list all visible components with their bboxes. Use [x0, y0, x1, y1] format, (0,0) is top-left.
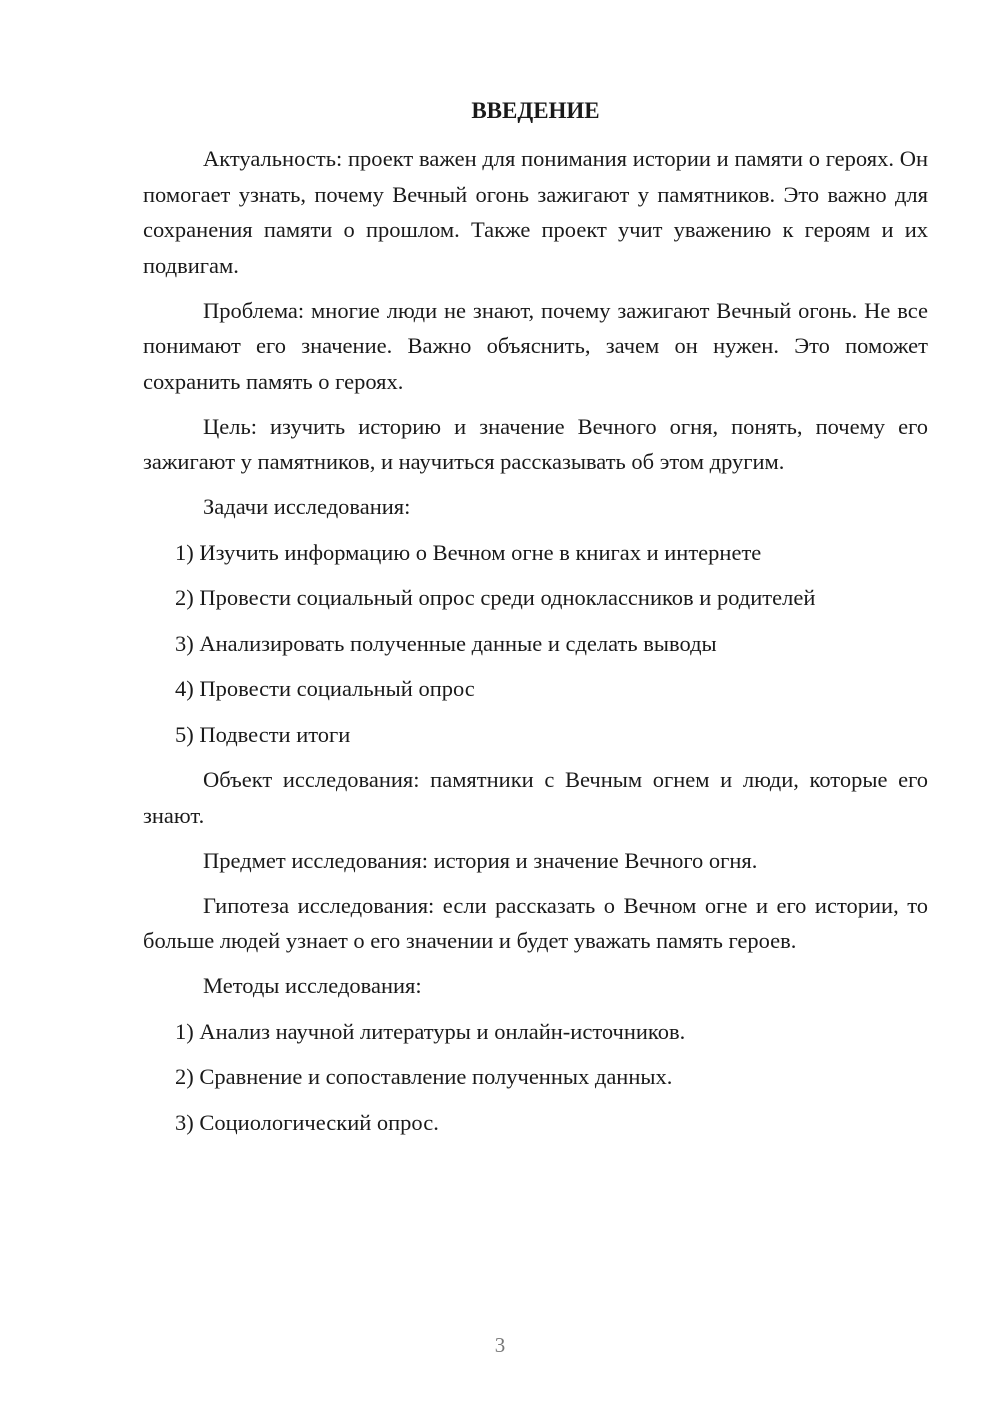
relevance-paragraph: Актуальность: проект важен для понимания истории и памяти о героях. Он помогает узнать, почему Вечный огонь зажигают у памятников. Это важно для сохранения памяти о прошлом. Также проект учит уважению к героям и их подвигам.: [143, 146, 928, 278]
task-item: 1) Изучить информацию о Вечном огне в книгах и интернете: [175, 539, 762, 565]
task-item: 5) Подвести итоги: [175, 721, 351, 747]
method-item: 3) Социологический опрос.: [175, 1109, 439, 1135]
page-number: 3: [494, 1333, 506, 1357]
tasks-label: Задачи исследования:: [203, 494, 411, 519]
task-item: 4) Провести социальный опрос: [175, 676, 475, 701]
tasks-list: [143, 535, 928, 753]
hypothesis-paragraph: Гипотеза исследования: если рассказать о Вечном огне и его истории, то больше людей узнает о его значении и будет уважать память героев.: [143, 892, 928, 953]
page-title: ВВЕДЕНИЕ: [471, 98, 600, 123]
problem-paragraph: Проблема: многие люди не знают, почему зажигают Вечный огонь. Не все понимают его значение. Важно объяснить, зачем он нужен. Это поможет сохранить память о героях.: [143, 297, 928, 394]
task-item: 2) Провести социальный опрос среди одноклассников и родителей: [175, 585, 816, 610]
method-item: 2) Сравнение и сопоставление полученных данных.: [175, 1064, 673, 1089]
object-paragraph: Объект исследования: памятники с Вечным огнем и люди, которые его знают.: [143, 767, 928, 828]
document-page: [143, 0, 928, 1414]
task-item: 3) Анализировать полученные данные и сделать выводы: [175, 630, 717, 656]
methods-list: [143, 1014, 928, 1141]
document-body: [143, 141, 928, 1150]
subject-paragraph: Предмет исследования: история и значение Вечного огня.: [203, 847, 758, 873]
methods-label: Методы исследования:: [203, 973, 422, 998]
goal-paragraph: Цель: изучить историю и значение Вечного огня, понять, почему его зажигают у памятников, и научиться рассказывать об этом другим.: [143, 413, 928, 474]
method-item: 1) Анализ научной литературы и онлайн-источников.: [175, 1018, 686, 1044]
